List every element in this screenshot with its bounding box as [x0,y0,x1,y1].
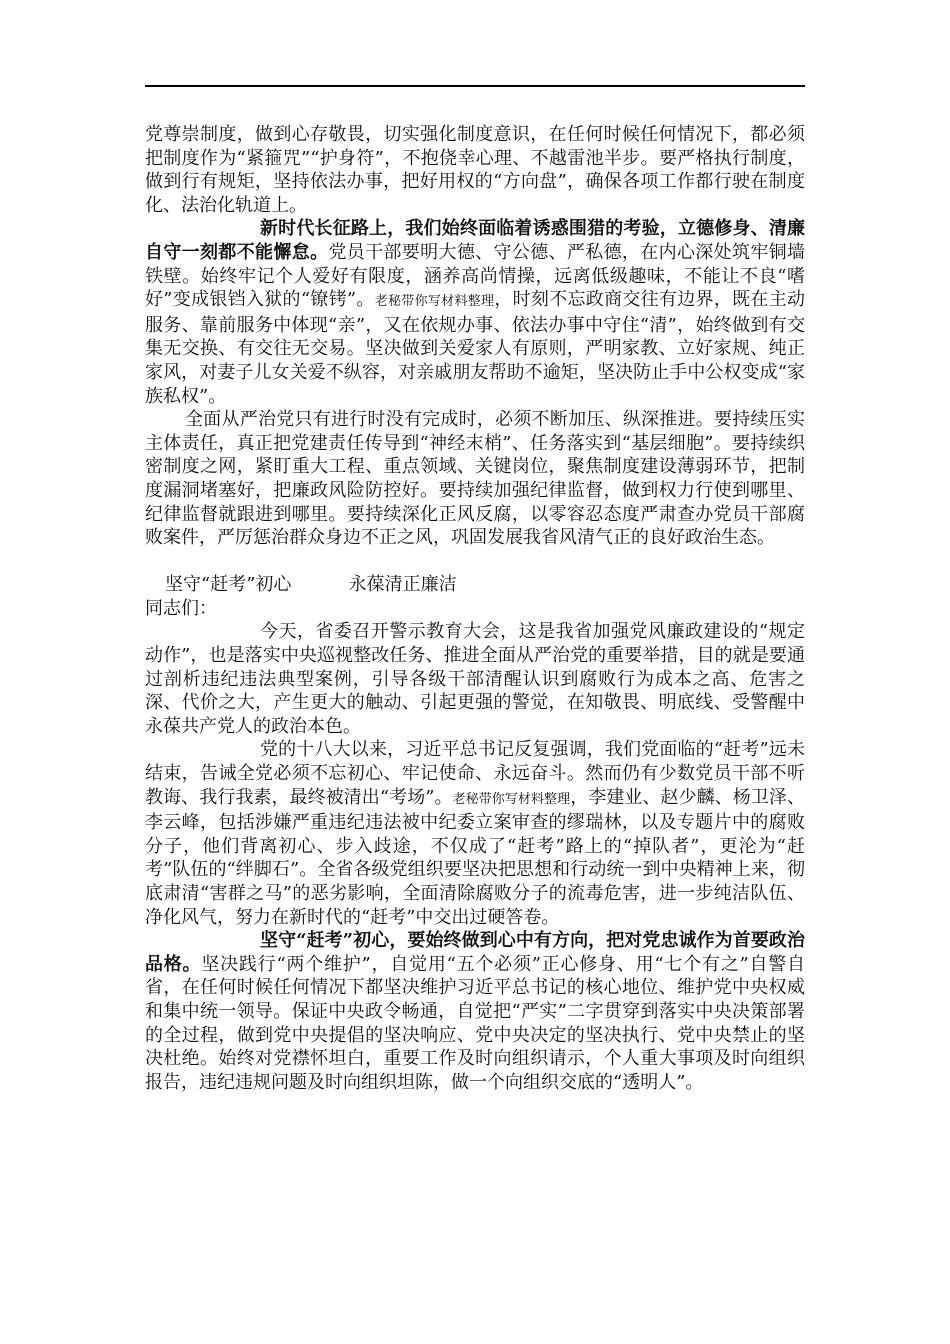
blank-line [145,550,805,574]
salutation: 同志们： [145,597,217,619]
paragraph-2-text-b: ，时刻不忘政商交往有边界，既在主动服务、靠前服务中体现“亲”，又在依规办事、依法办事中守住“清”，始终做到有交集无交换、有交往无交易。坚决做到关爱家人有原则，严明家教、立好家规、纯正家风，对妻子儿女关爱不纵容，对亲戚朋友帮助不逾矩，坚决防止手中公权变成“家族私权”。 [145,289,806,407]
paragraph-2 [145,217,805,408]
document-body [145,123,805,1094]
section-title-right: 永葆清正廉洁 [348,574,457,596]
paragraph-6-text: 坚决践行“两个维护”，自觉用“五个必须”正心修身、用“七个有之”自警自省，在任何时候任何情况下都坚决维护习近平总书记的核心地位、维护党中央权威和集中统一领导。保证中央政令畅通，自觉把“严实”二字贯穿到落实中央决策部署的全过程，做到党中央提倡的坚决响应、党中央决定的坚决执行、党中央禁止的坚决杜绝。始终对党襟怀坦白，重要工作及时向组织请示，个人重大事项及时向组织报告，违纪违规问题及时向组织坦陈，做一个向组织交底的“透明人”。 [145,953,806,1093]
header-rule [145,85,805,87]
paragraph-5-text-a: 党的十八大以来，习近平总书记反复强调，我们党面临的“赶考”远未结束，告诫全党必须不忘初心、牢记使命、永远奋斗。然而仍有少数党员干部不听教诲、我行我素，最终被清出“考场”。 [145,739,805,808]
paragraph-1: 党尊崇制度，做到心存敬畏，切实强化制度意识，在任何时候任何情况下，都必须把制度作为“紧箍咒”“护身符”，不抱侥幸心理、不越雷池半步。要严格执行制度，做到行有规矩，坚持依法办事，把好用权的“方向盘”，确保各项工作都行驶在制度化、法治化轨道上。 [145,124,805,216]
paragraph-2-text-a: 党员干部要明大德、守公德、严私德，在内心深处筑牢铜墙铁壁。始终牢记个人爱好有限度，涵养高尚情操，远离低级趣味，不能让不良“嗜好”变成银铛入狱的“镣铐”。 [145,241,806,311]
paragraph-5-note: 老秘带你写材料整理 [452,791,571,807]
section-title [145,573,805,597]
paragraph-6-lead: 坚守“赶考”初心，要始终做到心中有方向，把对党忠诚作为首要政治品格。 [145,930,805,975]
paragraph-2-lead: 新时代长征路上，我们始终面临着诱惑围猎的考验，立德修身、清廉自守一刻都不能懈怠。 [145,218,805,263]
section-title-left: 坚守“赶考”初心 [165,574,292,596]
paragraph-6 [145,929,805,1094]
paragraph-5 [145,738,805,929]
paragraph-5-text-b: ，李建业、赵少麟、杨卫泽、李云峰，包括涉嫌严重违纪违法被中纪委立案审查的缪瑞林，以及专题片中的腐败分子，他们背离初心、步入歧途，不仅成了“赶考”路上的“掉队者”，更沦为“赶考”队伍的“绊脚石”。全省各级党组织要坚决把思想和行动统一到中央精神上来，彻底肃清“害群之马”的恶劣影响，全面清除腐败分子的流毒危害，进一步纯洁队伍、净化风气，努力在新时代的“赶考”中交出过硬答卷。 [145,786,805,928]
paragraph-2-note: 老秘带你写材料整理 [374,294,495,310]
paragraph-4: 今天，省委召开警示教育大会，这是我省加强党风廉政建设的“规定动作”，也是落实中央巡视整改任务、推进全面从严治党的重要举措，目的就是要通过剖析违纪违法典型案例，引导各级干部清醒认识到腐败行为成本之高、危害之深、代价之大，产生更大的触动、引起更强的警觉，在知敬畏、明底线、受警醒中永葆共产党人的政治本色。 [145,621,805,737]
paragraph-3: 全面从严治党只有进行时没有完成时，必须不断加压、纵深推进。要持续压实主体责任，真正把党建责任传导到“神经末梢”、任务落实到“基层细胞”。要持续织密制度之网，紧盯重大工程、重点领域、关键岗位，聚焦制度建设薄弱环节，把制度漏洞堵塞好，把廉政风险防控好。要持续加强纪律监督，做到权力行使到哪里、纪律监督就跟进到哪里。要持续深化正风反腐，以零容忍态度严肃查办党员干部腐败案件，严厉惩治群众身边不正之风，巩固发展我省风清气正的良好政治生态。 [145,409,805,549]
